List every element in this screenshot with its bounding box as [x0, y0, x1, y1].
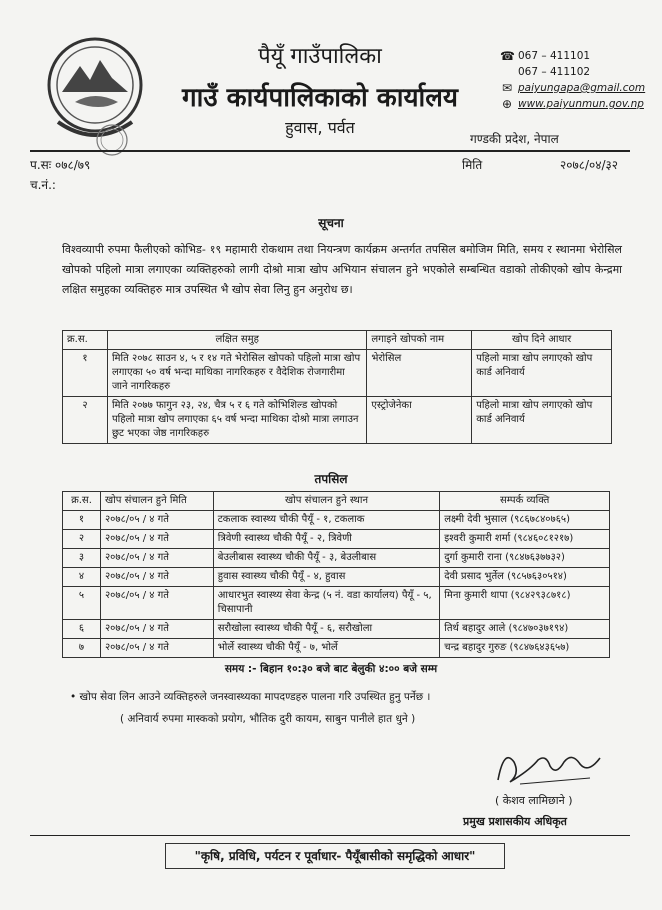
basis-cell: पहिलो मात्रा खोप लगाएको खोप कार्ड अनिवार्य — [472, 397, 612, 444]
phone-number-1: 067 – 411101 — [518, 50, 591, 62]
reference-number: प.सः ०७८/७९ — [30, 158, 91, 172]
website-link[interactable]: www.paiyunmun.gov.np — [518, 98, 644, 110]
place-cell: बेउलीबास स्वास्थ्य चौकी पैयूँ - ३, बेउलीबास — [213, 549, 439, 568]
contact-cell: तिर्थ बहादुर आले (९८४७०३७१९४) — [440, 620, 610, 639]
row-serial: २ — [63, 397, 108, 444]
motto-banner: "कृषि, प्रविधि, पर्यटन र पूर्वाधार- पैयूँबासीको समृद्धिको आधार" — [165, 843, 505, 869]
contact-block — [500, 48, 645, 112]
column-header: लगाइने खोपको नाम — [367, 331, 472, 350]
vaccine-cell: भेरोसिल — [367, 350, 472, 397]
column-header: सम्पर्क व्यक्ति — [440, 492, 610, 511]
phone-row-2 — [500, 64, 645, 80]
email-row — [500, 80, 645, 96]
instruction-text: खोप सेवा लिन आउने व्यक्तिहरुले जनस्वास्थ्यका मापदण्डहरु पालना गरि उपस्थित हुनु पर्नेछ । — [79, 691, 431, 703]
basis-cell: पहिलो मात्रा खोप लगाएको खोप कार्ड अनिवार्य — [472, 350, 612, 397]
province-label: गण्डकी प्रदेश, नेपाल — [470, 132, 559, 146]
row-serial: ३ — [63, 549, 101, 568]
table-row — [63, 397, 612, 444]
column-header: क्र.स. — [63, 492, 101, 511]
row-serial: ५ — [63, 587, 101, 620]
row-serial: १ — [63, 511, 101, 530]
date-cell: २०७८/०५ / ४ गते — [100, 511, 213, 530]
table-header-row — [63, 331, 612, 350]
phone-row — [500, 48, 645, 64]
place-cell: त्रिवेणी स्वास्थ्य चौकी पैयूँ - २, त्रिवेणी — [213, 530, 439, 549]
place-cell: सरौखोला स्वास्थ्य चौकी पैयूँ - ६, सरौखोला — [213, 620, 439, 639]
row-serial: ७ — [63, 639, 101, 658]
signatory-name: ( केशव लामिछाने ) — [495, 794, 573, 807]
row-serial: १ — [63, 350, 108, 397]
contact-cell: दुर्गा कुमारी राना (९८४७६३७७३२) — [440, 549, 610, 568]
place-cell: भोर्ले स्वास्थ्य चौकी पैयूँ - ७, भोर्ले — [213, 639, 439, 658]
phone-number-2: 067 – 411102 — [518, 66, 591, 78]
date-value: २०७८/०४/३२ — [560, 158, 619, 172]
table-row — [63, 587, 610, 620]
table-header-row — [63, 492, 610, 511]
office-name: गाउँ कार्यपालिकाको कार्यालय — [182, 83, 458, 113]
place-cell: टकलाक स्वास्थ्य चौकी पैयूँ - १, टकलाक — [213, 511, 439, 530]
dispatch-number: च.नं.: — [30, 178, 56, 192]
date-cell: २०७८/०५ / ४ गते — [100, 587, 213, 620]
target-group-cell: मिति २०७७ फागुन २३, २४, चैत्र ५ र ६ गते कोभिशिल्ड खोपको पहिलो मात्रा खोप लगाएका ६५ वर्ष भन्दा माथिका दोश्रो मात्रा लगाउन छुट भएका जेष्ठ नागरिकहरु — [107, 397, 366, 444]
website-row — [500, 96, 645, 112]
target-group-cell: मिति २०७८ साउन ४, ५ र १४ गते भेरोसिल खोपको पहिलो मात्रा खोप लगाएका ५० वर्ष भन्दा माथिका नागरिकहरु र वैदेशिक रोजगारीमा जाने नागरिकहरु — [107, 350, 366, 397]
phone-icon: ☎ — [500, 49, 515, 63]
nepal-emblem-logo — [40, 30, 150, 160]
service-time-note: समय :- बिहान १०:३० बजे बाट बेलुकी ४:०० बजे सम्म — [224, 663, 438, 675]
date-cell: २०७८/०५ / ४ गते — [100, 549, 213, 568]
row-serial: २ — [63, 530, 101, 549]
notice-title: सूचना — [318, 216, 344, 230]
table-row — [63, 639, 610, 658]
row-serial: ४ — [63, 568, 101, 587]
municipality-name: पैयूँ गाउँपालिका — [258, 44, 382, 69]
contact-cell: देवी प्रसाद भुर्तेल (९८५७६३०५१४) — [440, 568, 610, 587]
column-header: लक्षित समुह — [107, 331, 366, 350]
table-row — [63, 530, 610, 549]
table-row — [63, 549, 610, 568]
contact-cell: लक्ष्मी देवी भुसाल (९८६७८४०७६५) — [440, 511, 610, 530]
date-cell: २०७८/०५ / ४ गते — [100, 620, 213, 639]
date-label: मिति — [462, 158, 483, 172]
office-address: हुवास, पर्वत — [285, 118, 355, 137]
email-link[interactable]: paiyungapa@gmail.com — [518, 82, 646, 94]
table-row — [63, 620, 610, 639]
place-cell: आधारभुत स्वास्थ्य सेवा केन्द्र (५ नं. वडा कार्यालय) पैयूँ - ५, चिसापानी — [213, 587, 439, 620]
vaccine-cell: एस्ट्रोजेनेका — [367, 397, 472, 444]
header-divider — [30, 150, 630, 152]
globe-icon: ⊕ — [501, 97, 513, 111]
signatory-title: प्रमुख प्रशासकीय अधिकृत — [463, 815, 567, 828]
date-cell: २०७८/०५ / ४ गते — [100, 530, 213, 549]
column-header: खोप संचालन हुने स्थान — [213, 492, 439, 511]
table-row — [63, 511, 610, 530]
contact-cell: मिना कुमारी थापा (९८४२९३८७१८) — [440, 587, 610, 620]
row-serial: ६ — [63, 620, 101, 639]
column-header: खोप दिने आधार — [472, 331, 612, 350]
date-cell: २०७८/०५ / ४ गते — [100, 568, 213, 587]
date-cell: २०७८/०५ / ४ गते — [100, 639, 213, 658]
table-row — [63, 568, 610, 587]
contact-cell: इश्वरी कुमारी शर्मा (९८४६०८१२१७) — [440, 530, 610, 549]
instruction-note — [70, 690, 630, 704]
bullet-icon: • — [70, 691, 77, 703]
column-header: खोप संचालन हुने मिति — [100, 492, 213, 511]
target-group-table — [62, 330, 612, 444]
instruction-subnote: ( अनिवार्य रुपमा मास्कको प्रयोग, भौतिक दुरी कायम, साबुन पानीले हात धुने ) — [120, 713, 416, 725]
handwritten-signature — [490, 740, 610, 790]
contact-cell: चन्द्र बहादुर गुरुङ (९८४७६४३६५७) — [440, 639, 610, 658]
schedule-table — [62, 491, 610, 658]
column-header: क्र.स. — [63, 331, 108, 350]
footer-divider — [30, 835, 630, 836]
email-icon: ✉ — [501, 81, 513, 95]
schedule-title: तपसिल — [314, 472, 348, 486]
place-cell: हुवास स्वास्थ्य चौकी पैयूँ - ४, हुवास — [213, 568, 439, 587]
table-row — [63, 350, 612, 397]
intro-paragraph: विश्वव्यापी रुपमा फैलीएको कोभिड- १९ महामारी रोकथाम तथा नियन्त्रण कार्यक्रम अन्तर्गत तपसिल बमोजिम मिति, समय र स्थानमा भेरोसिल खोपको पहिलो मात्रा लगाएका व्यक्तिहरुको लागी दोश्रो मात्रा खोप अभियान संचालन हुने भएकोले सम्बन्धित वडाको तोकीएको खोप केन्द्रमा लक्षित समुहका व्यक्तिहरु मात्र उपस्थित भै खोप सेवा लिनु हुन अनुरोध छ। — [62, 243, 622, 296]
